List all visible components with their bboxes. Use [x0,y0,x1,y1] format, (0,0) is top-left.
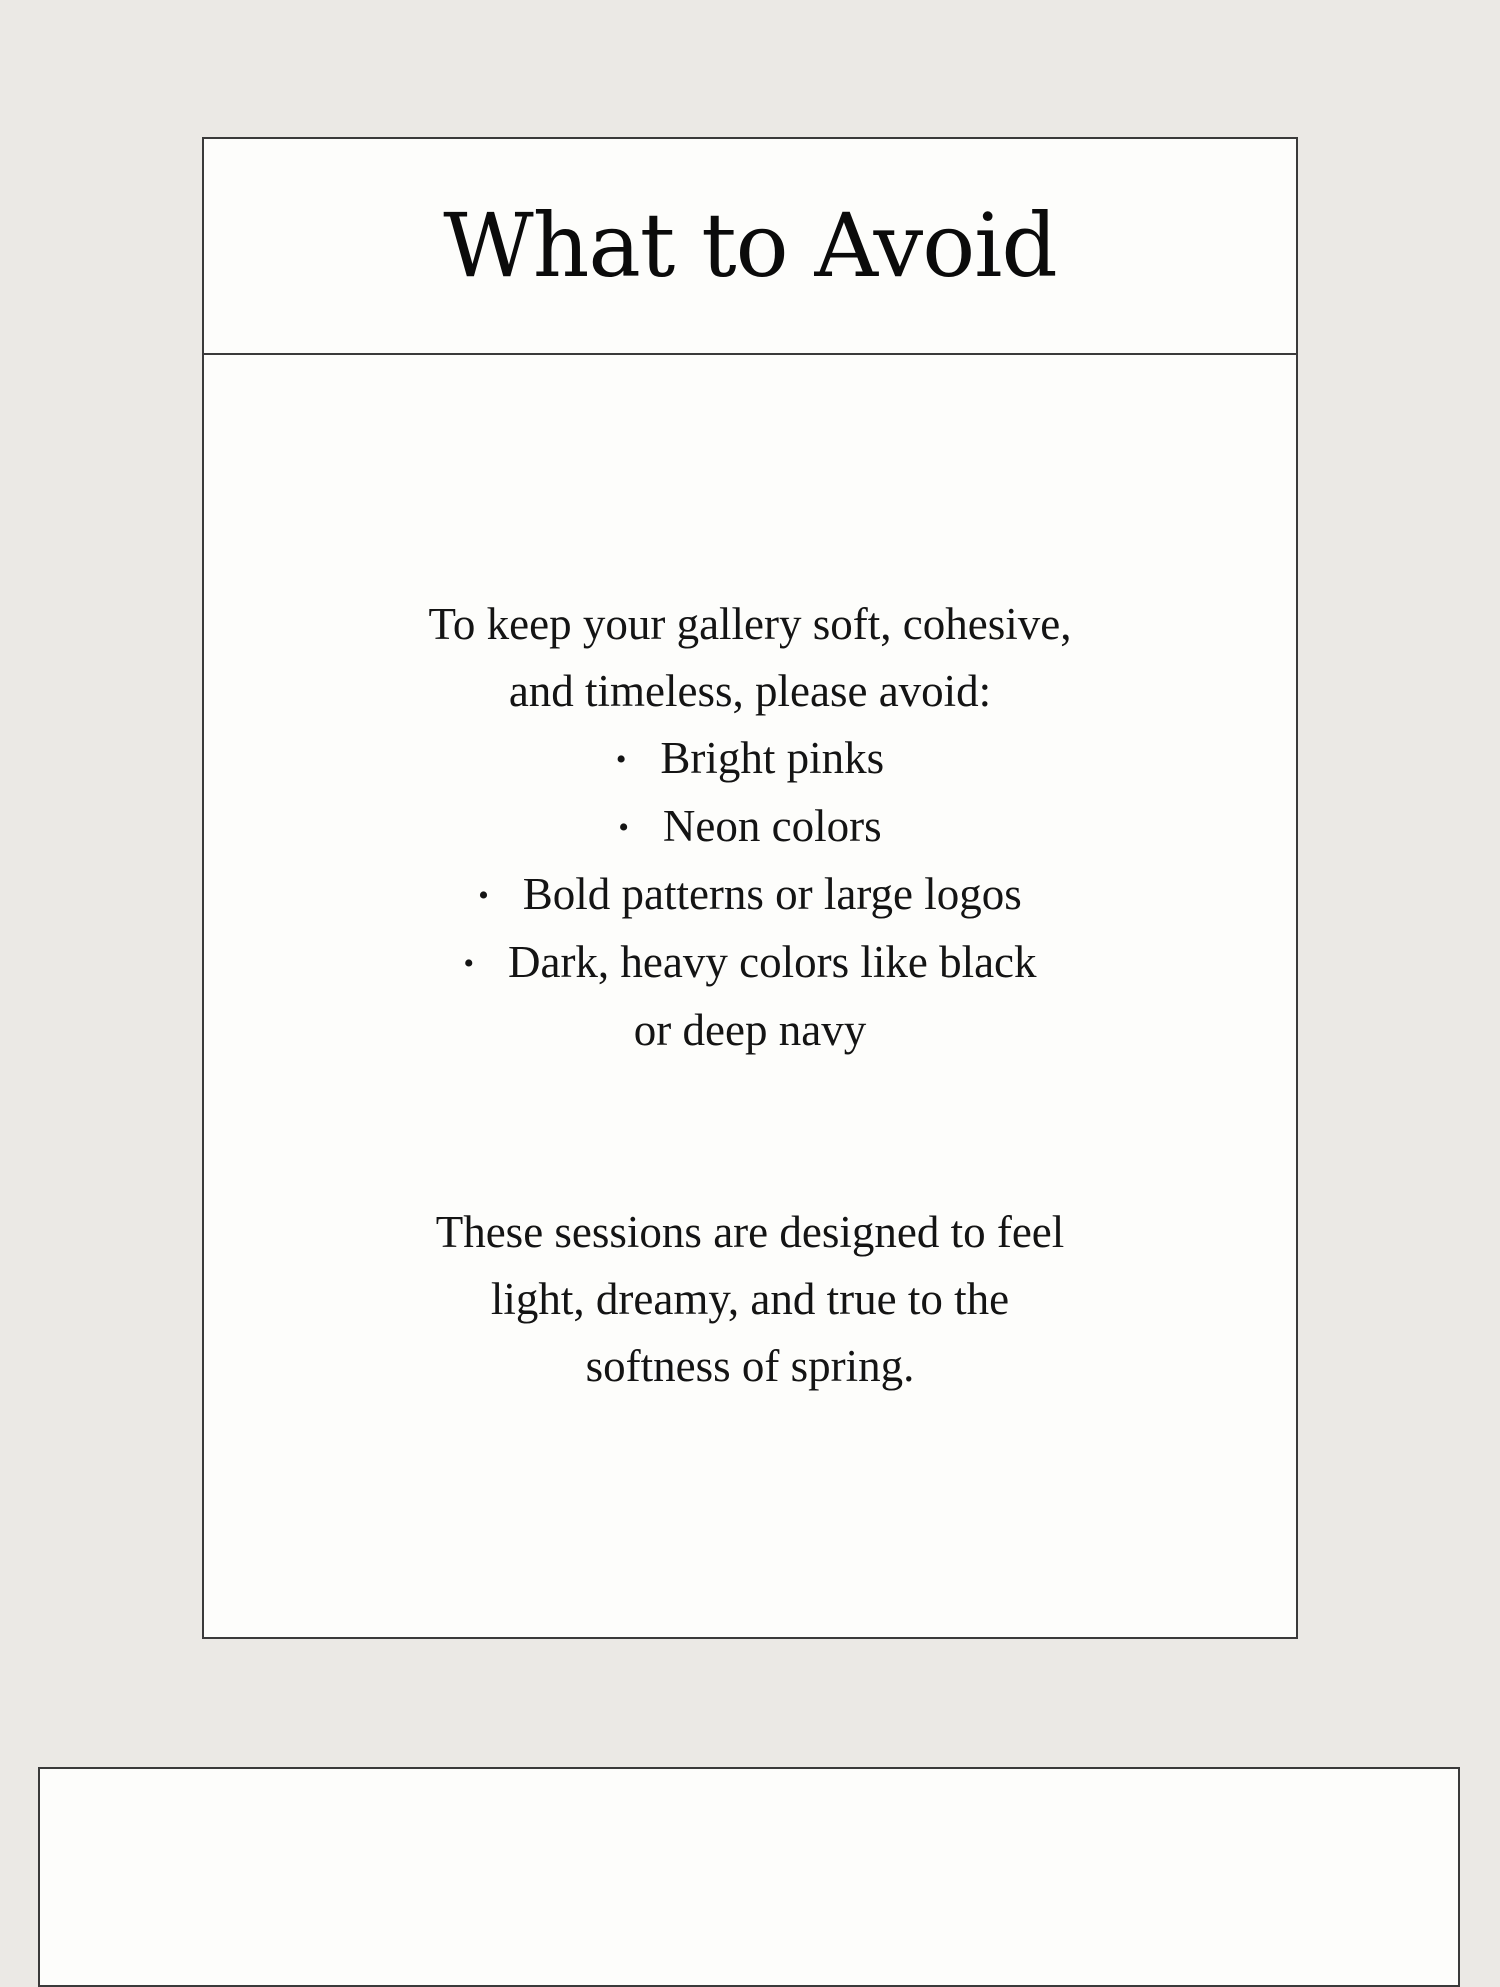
avoid-item [204,861,1296,929]
what-to-avoid-card [202,137,1298,1639]
avoid-item [204,793,1296,861]
outro-line: softness of spring. [585,1341,915,1391]
bullet-icon: • [478,879,489,912]
bullet-icon: • [618,811,629,844]
avoid-list [204,725,1296,1064]
next-card [38,1767,1460,1987]
intro-section [204,591,1296,1064]
avoid-item [204,725,1296,793]
outro-line: light, dreamy, and true to the [490,1274,1010,1324]
avoid-item-text: Neon colors [662,801,882,851]
avoid-item-text: Dark, heavy colors like black [507,937,1037,987]
intro-line: To keep your gallery soft, cohesive, [428,599,1072,649]
card-title: What to Avoid [443,194,1057,297]
outro-section [204,1199,1296,1400]
bullet-icon: • [615,743,627,776]
bullet-icon: • [463,947,474,980]
avoid-item-text-continued: or deep navy [633,1005,867,1055]
avoid-item [204,929,1296,1064]
avoid-item-text: Bold patterns or large logos [522,869,1022,919]
card-header [204,139,1296,355]
intro-line: and timeless, please avoid: [508,666,992,716]
avoid-item-text: Bright pinks [660,733,885,783]
outro-line: These sessions are designed to feel [435,1207,1065,1257]
